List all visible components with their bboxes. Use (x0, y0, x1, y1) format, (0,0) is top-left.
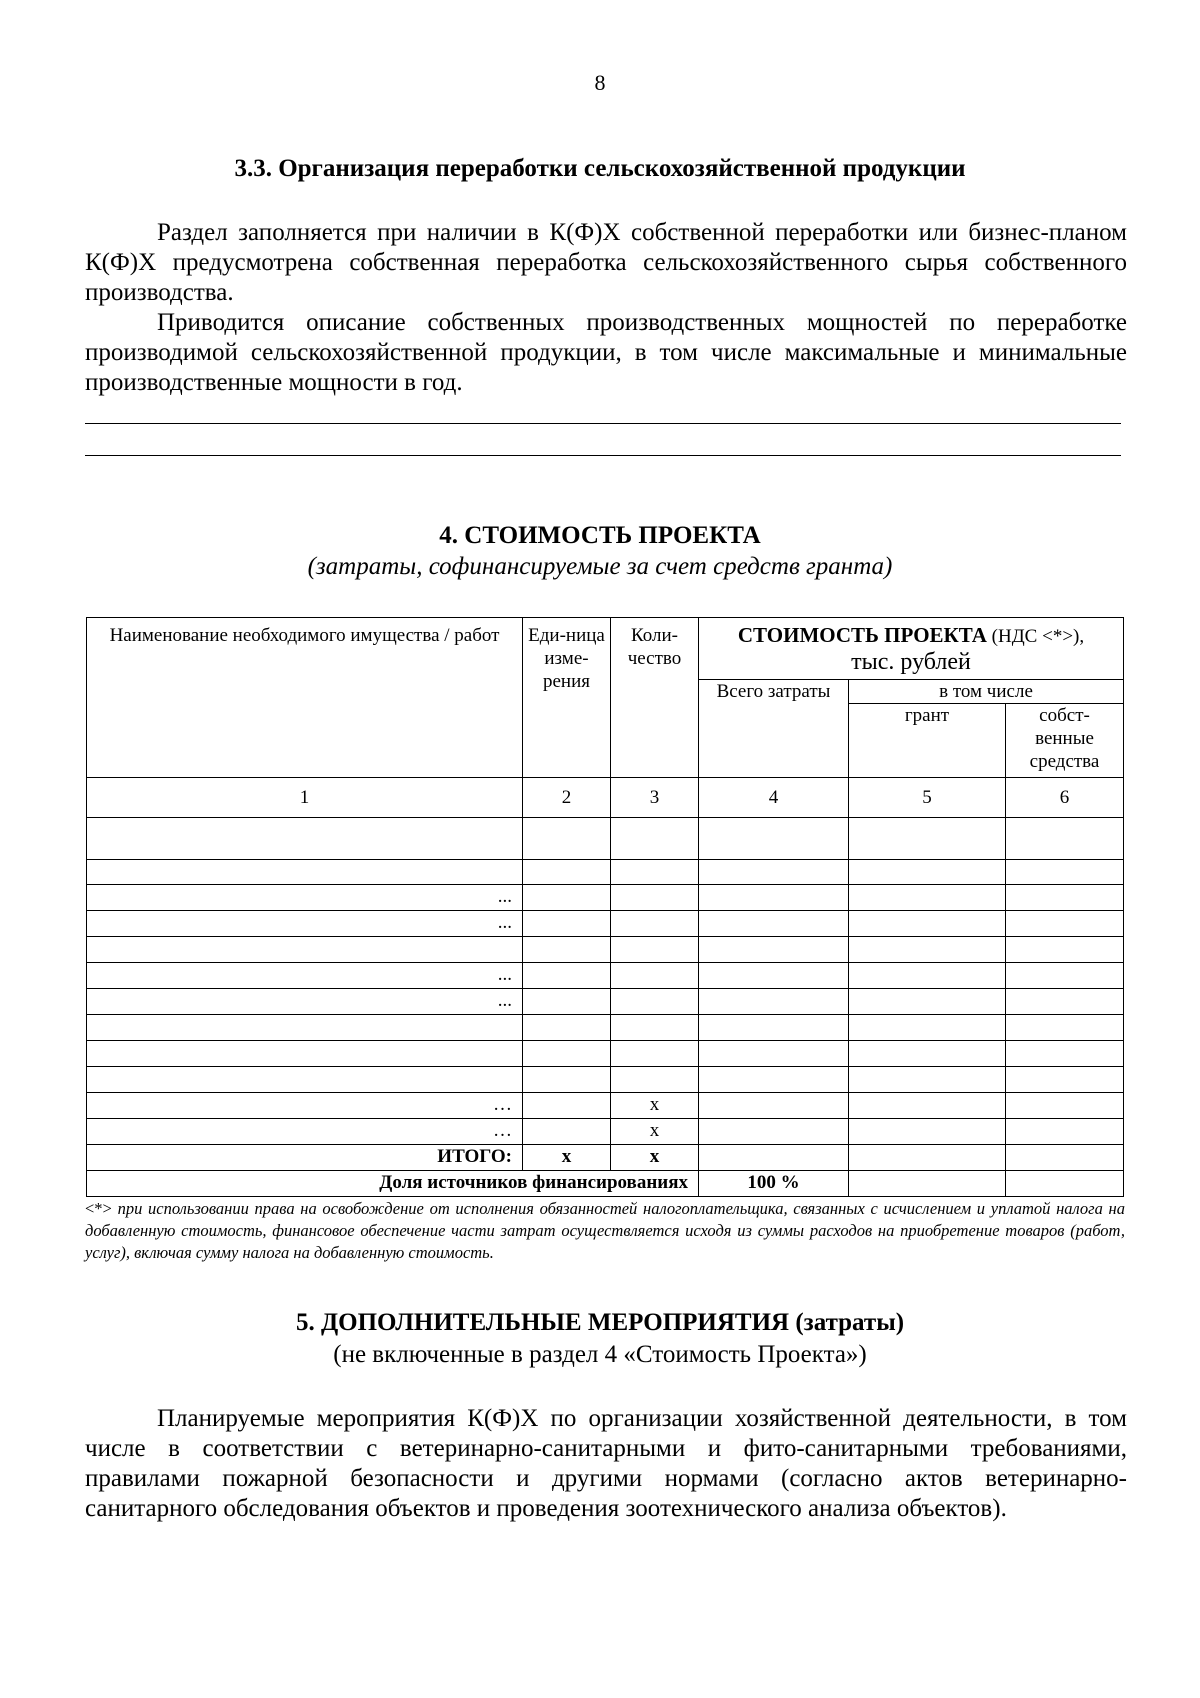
cell (87, 860, 523, 885)
cell (699, 860, 849, 885)
cell (611, 818, 699, 860)
cell (523, 885, 611, 911)
column-number: 2 (523, 778, 611, 818)
header-total-costs: Всего затраты (699, 680, 849, 778)
cell (849, 885, 1006, 911)
cell (87, 1067, 523, 1093)
cell (1006, 1015, 1124, 1041)
cell (611, 1067, 699, 1093)
cell (87, 1041, 523, 1067)
table-row (87, 937, 1124, 963)
table-row (87, 1015, 1124, 1041)
cell (523, 963, 611, 989)
header-grant: грант (849, 704, 1006, 778)
cell (849, 1015, 1006, 1041)
table-row (87, 1119, 1124, 1145)
share-row (87, 1171, 1124, 1197)
cell (699, 989, 849, 1015)
column-number: 1 (87, 778, 523, 818)
cell (611, 937, 699, 963)
header-including: в том числе (849, 680, 1124, 704)
cell (1006, 1041, 1124, 1067)
total-label: ИТОГО: (87, 1145, 523, 1171)
cell (849, 937, 1006, 963)
cell (611, 1015, 699, 1041)
cell (523, 1093, 611, 1119)
column-numbers-row (87, 778, 1124, 818)
section-3-3-paragraph-1: Раздел заполняется при наличии в К(Ф)Х собственной переработки или бизнес-планом К(Ф)Х предусмотрена собственная переработка сельскохозяйственного сырья собственного производства. (85, 219, 1127, 306)
cell (523, 1041, 611, 1067)
cell (849, 818, 1006, 860)
cell: … (87, 1119, 523, 1145)
cell (849, 1041, 1006, 1067)
table-row (87, 989, 1124, 1015)
cell (1006, 818, 1124, 860)
header-unit: Еди-ница изме-рения (523, 618, 611, 778)
column-number: 5 (849, 778, 1006, 818)
cell (1006, 885, 1124, 911)
cell (611, 989, 699, 1015)
cell (611, 885, 699, 911)
column-number: 3 (611, 778, 699, 818)
share-label: Доля источников финансированиях (87, 1171, 699, 1197)
cell (849, 1093, 1006, 1119)
table-row (87, 1041, 1124, 1067)
section-3-3-title: 3.3. Организация переработки сельскохозяйственной продукции (234, 155, 966, 182)
fill-in-line (85, 455, 1121, 456)
cell (523, 989, 611, 1015)
table-row (87, 1067, 1124, 1093)
footnote-text: при использовании права на освобождение от исполнения обязанностей налогоплательщика, связанных с исчислением и уплатой налога на добавленную стоимость, финансовое обеспечение части затрат осуществляется исходя из суммы расходов на приобретение товаров (работ, услуг), включая сумму налога на добавленную стоимость. (85, 1199, 1125, 1262)
header-project-cost-title: СТОИМОСТЬ ПРОЕКТА (737, 623, 987, 647)
section-5-paragraph: Планируемые мероприятия К(Ф)Х по организации хозяйственной деятельности, в том числе в соответствии с ветеринарно-санитарными и фито-санитарными требованиями, правилами пожарной безопасности и другими нормами (согласно актов ветеринарно-санитарного обследования объектов и проведения зоотехнического анализа объектов). (85, 1405, 1127, 1522)
cell: х (523, 1145, 611, 1171)
table-row (87, 860, 1124, 885)
cell (1006, 1067, 1124, 1093)
cell (849, 1067, 1006, 1093)
cell (699, 885, 849, 911)
cell (611, 1041, 699, 1067)
project-cost-table (86, 617, 1124, 1197)
column-number: 4 (699, 778, 849, 818)
cell (523, 1119, 611, 1145)
cell (699, 1093, 849, 1119)
header-project-cost (699, 618, 1124, 680)
cell (699, 818, 849, 860)
table-row (87, 885, 1124, 911)
cell (1006, 989, 1124, 1015)
fill-in-line (85, 423, 1121, 424)
page-number: 8 (594, 70, 606, 95)
cell: ... (87, 911, 523, 937)
cell (699, 1119, 849, 1145)
section-5-title: 5. ДОПОЛНИТЕЛЬНЫЕ МЕРОПРИЯТИЯ (затраты) (295, 1309, 905, 1336)
cell (1006, 1119, 1124, 1145)
footnote-mark: <*> (85, 1199, 112, 1218)
cell (699, 911, 849, 937)
cell: ... (87, 885, 523, 911)
cell (1006, 1093, 1124, 1119)
cell (87, 937, 523, 963)
cell (699, 1145, 849, 1171)
share-own (1006, 1171, 1124, 1197)
cell (523, 818, 611, 860)
cell (523, 937, 611, 963)
header-item-name: Наименование необходимого имущества / работ (87, 618, 523, 778)
header-vat-note: (НДС <*>), (986, 626, 1085, 647)
cell (611, 860, 699, 885)
share-grant (849, 1171, 1006, 1197)
cell (699, 1015, 849, 1041)
cell (1006, 1145, 1124, 1171)
cell (1006, 860, 1124, 885)
table-row (87, 911, 1124, 937)
cell: ... (87, 963, 523, 989)
section-5-subtitle: (не включенные в раздел 4 «Стоимость Проекта») (333, 1341, 867, 1368)
section-4-subtitle: (затраты, софинансируемые за счет средств гранта) (307, 553, 893, 580)
cell (523, 1067, 611, 1093)
cell (1006, 937, 1124, 963)
cell (699, 1067, 849, 1093)
cell (87, 1015, 523, 1041)
cell (523, 860, 611, 885)
share-total: 100 % (699, 1171, 849, 1197)
cell (523, 911, 611, 937)
column-number: 6 (1006, 778, 1124, 818)
cell (849, 911, 1006, 937)
total-row (87, 1145, 1124, 1171)
cell (1006, 963, 1124, 989)
table-row (87, 1093, 1124, 1119)
cell (1006, 911, 1124, 937)
header-cost-unit: тыс. рублей (851, 649, 971, 675)
cell (699, 963, 849, 989)
cell (523, 1015, 611, 1041)
cell: х (611, 1093, 699, 1119)
cell (849, 1145, 1006, 1171)
cell: … (87, 1093, 523, 1119)
header-quantity: Коли-чество (611, 618, 699, 778)
cell (87, 818, 523, 860)
cell: х (611, 1145, 699, 1171)
cell (699, 937, 849, 963)
table-row (87, 963, 1124, 989)
cell (611, 911, 699, 937)
section-3-3-paragraph-2: Приводится описание собственных производственных мощностей по переработке производимой сельскохозяйственной продукции, в том числе максимальные и минимальные производственные мощности в год. (85, 309, 1127, 396)
cell (849, 860, 1006, 885)
cell: х (611, 1119, 699, 1145)
header-own-funds: собст-венные средства (1006, 704, 1124, 778)
cell (611, 963, 699, 989)
table-row (87, 818, 1124, 860)
cell (849, 1119, 1006, 1145)
cell: ... (87, 989, 523, 1015)
cell (699, 1041, 849, 1067)
cell (849, 963, 1006, 989)
section-4-title: 4. СТОИМОСТЬ ПРОЕКТА (439, 522, 761, 549)
vat-footnote (85, 1198, 1125, 1264)
cell (849, 989, 1006, 1015)
